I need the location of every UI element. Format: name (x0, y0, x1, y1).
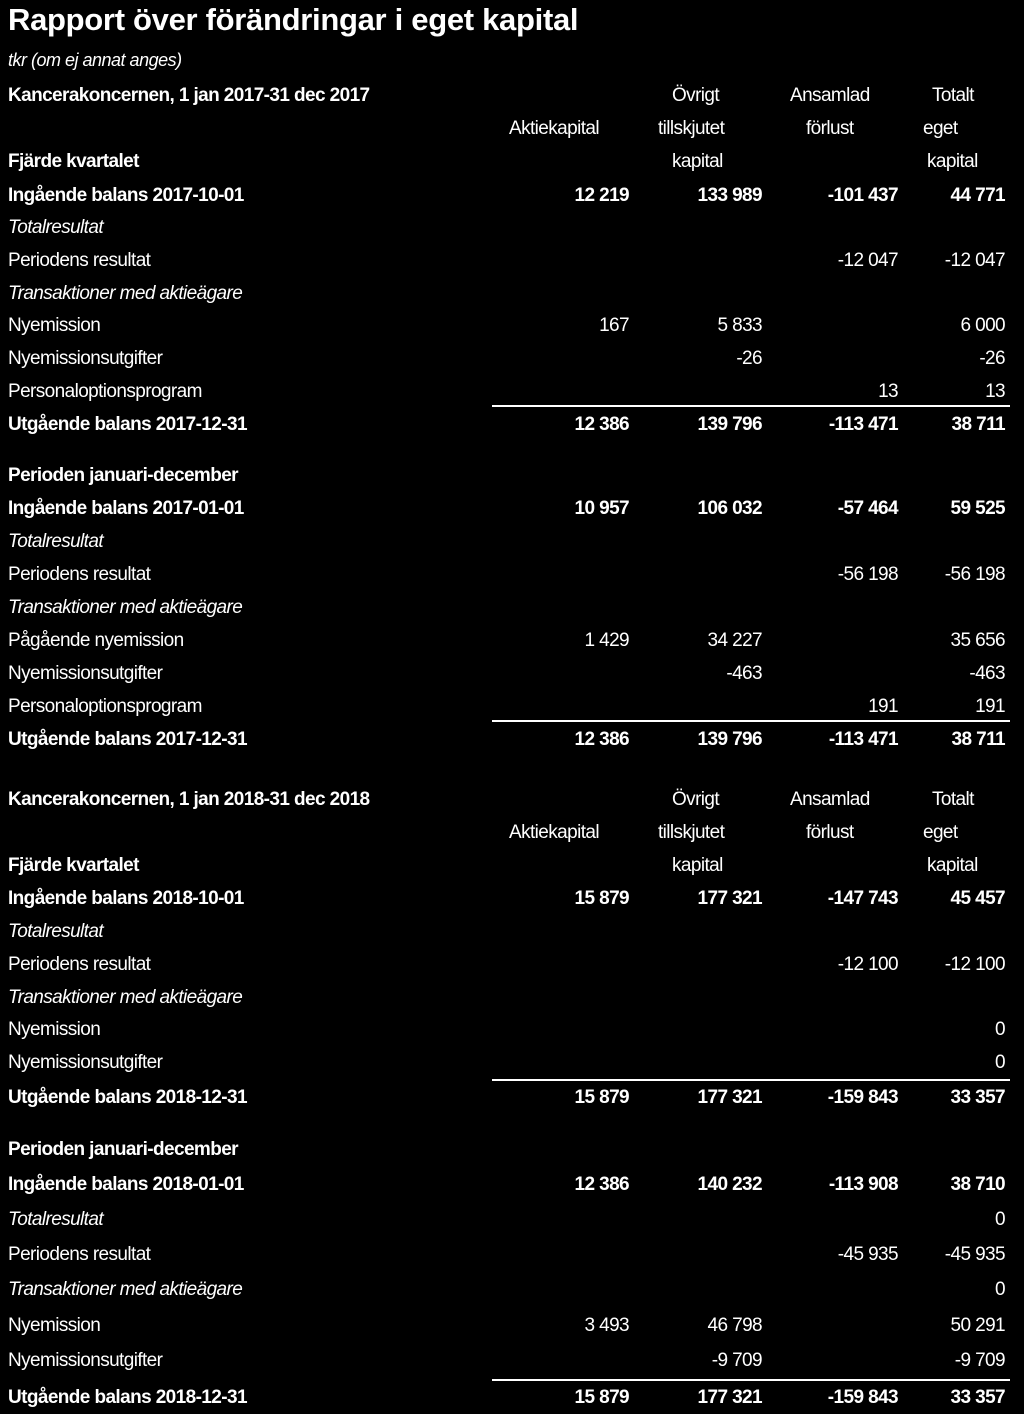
column-header: Ansamlad (790, 789, 870, 810)
row-value: 38 711 (951, 414, 1005, 435)
row-label: Totalresultat (8, 921, 104, 942)
table-row (0, 412, 1024, 438)
column-header: Övrigt (672, 85, 720, 106)
row-value: 38 710 (950, 1174, 1005, 1195)
table-row (0, 313, 1024, 339)
row-label: Nyemissionsutgifter (8, 348, 163, 369)
row-value: 177 321 (697, 1387, 762, 1408)
row-value: 12 386 (574, 414, 629, 435)
table-row (0, 346, 1024, 372)
row-value: 44 771 (950, 185, 1005, 206)
row-value: 12 219 (574, 185, 629, 206)
section-heading: Kancerakoncernen, 1 jan 2018-31 dec 2018 (8, 789, 370, 810)
row-label: Personaloptionsprogram (8, 381, 202, 402)
row-label: Utgående balans 2018-12-31 (8, 1387, 247, 1408)
table-row (0, 1207, 1024, 1233)
row-label: Ingående balans 2018-10-01 (8, 888, 244, 909)
row-value: -159 843 (827, 1087, 898, 1108)
column-header: Övrigt (672, 789, 720, 810)
total-divider (492, 405, 1010, 407)
row-value: 0 (995, 1279, 1005, 1300)
row-value: 33 357 (950, 1387, 1005, 1408)
column-header: tillskjutet (658, 118, 725, 139)
row-value: 177 321 (697, 1087, 762, 1108)
row-value: 15 879 (574, 1387, 629, 1408)
row-label: Periodens resultat (8, 250, 151, 271)
total-divider (492, 720, 1010, 722)
section-heading-row (0, 83, 1024, 109)
row-label: Nyemissionsutgifter (8, 663, 163, 684)
table-row (0, 886, 1024, 912)
column-header: kapital (927, 855, 978, 876)
row-value: 38 711 (951, 729, 1005, 750)
row-value: -26 (736, 348, 762, 369)
row-label: Nyemission (8, 1315, 101, 1336)
table-row (0, 496, 1024, 522)
row-value: 6 000 (960, 315, 1005, 336)
table-row (0, 595, 1024, 621)
row-value: 12 386 (574, 729, 629, 750)
row-label: Utgående balans 2018-12-31 (8, 1087, 247, 1108)
row-value: 45 457 (950, 888, 1005, 909)
report-subtitle: tkr (om ej annat anges) (8, 50, 182, 70)
row-value: -45 935 (837, 1244, 898, 1265)
table-row (0, 1242, 1024, 1268)
row-value: 33 357 (950, 1087, 1005, 1108)
row-label: Pågående nyemission (8, 630, 184, 651)
column-header: Totalt (932, 789, 974, 810)
row-value: -463 (726, 663, 762, 684)
row-value: 10 957 (574, 498, 629, 519)
row-value: 13 (878, 381, 898, 402)
row-value: 191 (868, 696, 898, 717)
column-header-row (0, 149, 1024, 175)
row-label: Ingående balans 2018-01-01 (8, 1174, 244, 1195)
column-header: eget (923, 822, 958, 843)
row-value: -113 908 (828, 1174, 898, 1195)
row-label: Ingående balans 2017-01-01 (8, 498, 244, 519)
section-heading-row (0, 787, 1024, 813)
total-divider (492, 1379, 1010, 1381)
table-row (0, 215, 1024, 241)
row-value: 34 227 (707, 630, 762, 651)
row-value: -12 100 (944, 954, 1005, 975)
row-value: 50 291 (950, 1315, 1005, 1336)
row-value: 140 232 (697, 1174, 762, 1195)
row-value: 167 (599, 315, 629, 336)
row-value: 13 (985, 381, 1005, 402)
row-value: -113 471 (828, 729, 898, 750)
row-value: -101 437 (827, 185, 898, 206)
section-heading-row (0, 1137, 1024, 1163)
table-row (0, 379, 1024, 405)
section-heading-row (0, 463, 1024, 489)
table-row (0, 694, 1024, 720)
column-header-row (0, 853, 1024, 879)
row-value: 0 (995, 1019, 1005, 1040)
section-heading: Perioden januari-december (8, 465, 238, 486)
table-row (0, 281, 1024, 307)
row-label: Utgående balans 2017-12-31 (8, 729, 247, 750)
row-value: 59 525 (950, 498, 1005, 519)
row-value: 1 429 (584, 630, 629, 651)
table-row (0, 1385, 1024, 1411)
row-label: Personaloptionsprogram (8, 696, 202, 717)
row-label: Transaktioner med aktieägare (8, 987, 243, 1008)
column-header: kapital (672, 855, 723, 876)
row-value: -56 198 (837, 564, 898, 585)
row-value: -12 047 (837, 250, 898, 271)
table-row (0, 1085, 1024, 1111)
section-heading: Perioden januari-december (8, 1139, 238, 1160)
row-value: 191 (975, 696, 1005, 717)
table-row (0, 248, 1024, 274)
column-header: kapital (927, 151, 978, 172)
row-value: 15 879 (574, 1087, 629, 1108)
table-row (0, 1050, 1024, 1076)
table-row (0, 1172, 1024, 1198)
row-value: -113 471 (828, 414, 898, 435)
table-row (0, 562, 1024, 588)
table-row (0, 1017, 1024, 1043)
row-value: -159 843 (827, 1387, 898, 1408)
table-row (0, 952, 1024, 978)
column-header: Totalt (932, 85, 974, 106)
row-value: -147 743 (827, 888, 898, 909)
column-header: Aktiekapital (509, 822, 599, 843)
row-label: Totalresultat (8, 1209, 104, 1230)
column-header-row (0, 116, 1024, 142)
row-value: -12 047 (944, 250, 1005, 271)
row-value: -9 709 (954, 1350, 1005, 1371)
column-header: tillskjutet (658, 822, 725, 843)
row-label: Totalresultat (8, 217, 104, 238)
report-title: Rapport över förändringar i eget kapital (8, 2, 579, 37)
row-value: 5 833 (717, 315, 762, 336)
row-label: Ingående balans 2017-10-01 (8, 185, 244, 206)
row-value: 12 386 (574, 1174, 629, 1195)
row-label: Nyemission (8, 315, 101, 336)
row-label: Nyemissionsutgifter (8, 1350, 163, 1371)
row-label: Transaktioner med aktieägare (8, 1279, 243, 1300)
table-row (0, 1277, 1024, 1303)
table-row (0, 1313, 1024, 1339)
row-value: 46 798 (707, 1315, 762, 1336)
total-divider (492, 1079, 1010, 1081)
row-value: -57 464 (837, 498, 898, 519)
row-value: 35 656 (950, 630, 1005, 651)
table-row (0, 529, 1024, 555)
table-row (0, 919, 1024, 945)
row-label: Nyemission (8, 1019, 101, 1040)
period-label: Fjärde kvartalet (8, 855, 139, 876)
row-value: -26 (979, 348, 1005, 369)
table-row (0, 628, 1024, 654)
row-value: -56 198 (944, 564, 1005, 585)
row-label: Transaktioner med aktieägare (8, 597, 243, 618)
row-value: -45 935 (944, 1244, 1005, 1265)
table-row (0, 1348, 1024, 1374)
row-value: 177 321 (697, 888, 762, 909)
period-label: Fjärde kvartalet (8, 151, 139, 172)
row-label: Periodens resultat (8, 564, 151, 585)
row-value: -463 (969, 663, 1005, 684)
row-value: 139 796 (697, 729, 762, 750)
column-header: eget (923, 118, 958, 139)
column-header: förlust (806, 822, 854, 843)
table-row (0, 661, 1024, 687)
table-row (0, 985, 1024, 1011)
row-label: Totalresultat (8, 531, 104, 552)
row-label: Utgående balans 2017-12-31 (8, 414, 247, 435)
row-value: -9 709 (711, 1350, 762, 1371)
row-value: 3 493 (584, 1315, 629, 1336)
row-value: 15 879 (574, 888, 629, 909)
row-value: 139 796 (697, 414, 762, 435)
row-label: Nyemissionsutgifter (8, 1052, 163, 1073)
column-header: Ansamlad (790, 85, 870, 106)
row-label: Periodens resultat (8, 1244, 151, 1265)
row-value: -12 100 (837, 954, 898, 975)
column-header-row (0, 820, 1024, 846)
row-value: 0 (995, 1052, 1005, 1073)
column-header: förlust (806, 118, 854, 139)
row-value: 0 (995, 1209, 1005, 1230)
row-label: Periodens resultat (8, 954, 151, 975)
column-header: kapital (672, 151, 723, 172)
row-label: Transaktioner med aktieägare (8, 283, 243, 304)
column-header: Aktiekapital (509, 118, 599, 139)
table-row (0, 183, 1024, 209)
row-value: 133 989 (697, 185, 762, 206)
table-row (0, 727, 1024, 753)
section-heading: Kancerakoncernen, 1 jan 2017-31 dec 2017 (8, 85, 370, 106)
row-value: 106 032 (697, 498, 762, 519)
